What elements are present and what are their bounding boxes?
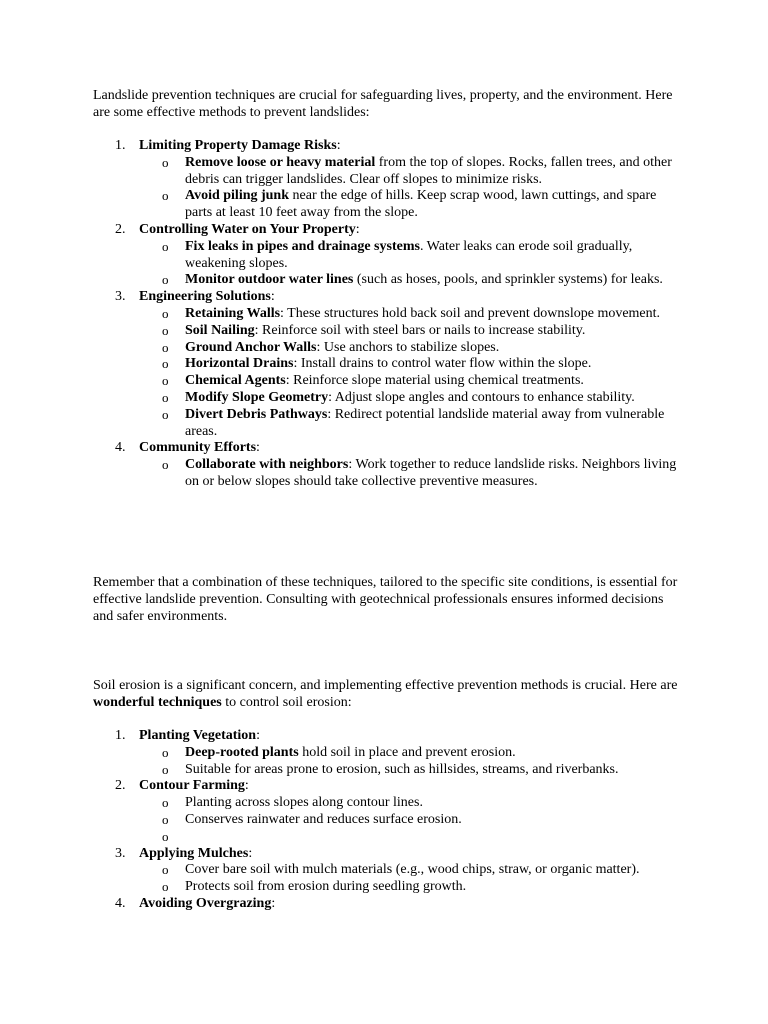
bullet-icon: o xyxy=(162,879,169,895)
item-number: 3. xyxy=(115,289,126,305)
bullet-icon: o xyxy=(162,406,169,422)
sub-list-item: o Retaining Walls: These structures hold back soil and prevent downslope movement. xyxy=(162,305,661,321)
bullet-icon: o xyxy=(162,373,169,389)
sub-list-item: o Cover bare soil with mulch materials (e.g., wood chips, straw, or organic matter). xyxy=(162,862,640,878)
item-title: Limiting Property Damage Risks xyxy=(139,138,337,153)
list-item: 3. Applying Mulches: o Cover bare soil with mulch materials (e.g., wood chips, straw, or organic matter). o Protects soil from erosion during seedling growth. xyxy=(93,846,683,896)
bullet-icon: o xyxy=(162,457,169,473)
item-title: Engineering Solutions xyxy=(139,289,271,305)
sub-list-item: o Divert Debris Pathways: Redirect potential landslide material away from vulnerable areas. xyxy=(162,406,665,439)
item-number: 4. xyxy=(115,895,126,911)
bullet-icon: o xyxy=(162,238,169,254)
sub-list xyxy=(139,745,683,779)
sub-list-item xyxy=(93,829,683,846)
erosion-intro: Soil erosion is a significant concern, and implementing effective prevention methods is crucial. Here are wonderful techniques to control soil erosion: xyxy=(93,678,678,710)
sub-list xyxy=(139,306,683,440)
sub-list-item: o Protects soil from erosion during seedling growth. xyxy=(162,879,467,895)
erosion-list xyxy=(93,728,683,913)
item-title: Community Efforts xyxy=(139,440,257,456)
sub-list-item: o Conserves rainwater and reduces surface erosion. xyxy=(162,811,462,827)
bullet-icon: o xyxy=(162,322,169,338)
bullet-icon: o xyxy=(162,305,169,321)
item-number: 2. xyxy=(115,221,126,237)
bullet-icon: o xyxy=(162,389,169,405)
item-number: 1. xyxy=(115,138,126,153)
bullet-icon: o xyxy=(162,744,169,760)
item-title: Planting Vegetation xyxy=(139,728,257,743)
item-number: 4. xyxy=(115,440,126,456)
sub-list-item: o Suitable for areas prone to erosion, such as hillsides, streams, and riverbanks. xyxy=(162,761,619,777)
sub-list-item: o Horizontal Drains: Install drains to control water flow within the slope. xyxy=(162,356,592,372)
bullet-icon: o xyxy=(162,272,169,288)
list-item: 4. Community Efforts: o Collaborate with neighbors: Work together to reduce landslide risks. Neighbors living on or below slopes should take collective preventive measures. xyxy=(93,440,683,490)
landslide-conclusion: Remember that a combination of these techniques, tailored to the specific site conditions, is essential for effective landslide prevention. Consulting with geotechnical professionals ensures informed decisions and safer environments. xyxy=(93,575,678,624)
sub-list-item: o Chemical Agents: Reinforce slope material using chemical treatments. xyxy=(162,373,584,389)
sub-list xyxy=(139,862,683,896)
sub-list-item: o Modify Slope Geometry: Adjust slope angles and contours to enhance stability. xyxy=(162,389,635,405)
list-item: 1. Planting Vegetation: o Deep-rooted plants hold soil in place and prevent erosion. o Suitable for areas prone to erosion, such as hillsides, streams, and riverbanks. xyxy=(93,728,683,778)
list-item: 4. Avoiding Overgrazing: xyxy=(115,895,276,911)
sub-list-item: o Fix leaks in pipes and drainage systems. Water leaks can erode soil gradually, weakening slopes. xyxy=(162,238,633,271)
bullet-icon: o xyxy=(162,356,169,372)
list-item: 2. Contour Farming: o Planting across slopes along contour lines. o Conserves rainwater and reduces surface erosion. o xyxy=(93,778,683,845)
sub-list-item: o Monitor outdoor water lines (such as hoses, pools, and sprinkler systems) for leaks. xyxy=(162,272,663,288)
list-item: 3. Engineering Solutions: o Retaining Walls: These structures hold back soil and prevent downslope movement. o Soil Nailing: Reinforce soil with steel bars or nails to increase stability. o Ground Anchor Walls: Use anchors to stabilize slopes. o Horizontal Drains: Install drains to control water flow within the slope. o Chemical Agents: Reinforce slope material using chemical treatments. o Modify Slope Geometry: Adjust slope angles and contours to enhance stability. o Divert Debris Pathways: Redirect potential landslide material away from vulnerable areas. xyxy=(93,289,683,440)
item-title: Contour Farming xyxy=(139,778,245,794)
sub-list-item: o Remove loose or heavy material from the top of slopes. Rocks, fallen trees, and other debris can trigger landslides. Clear off slopes to minimize risks. xyxy=(162,154,672,187)
bullet-icon: o xyxy=(162,811,169,827)
bullet-icon: o xyxy=(162,828,169,844)
bullet-icon: o xyxy=(162,761,169,777)
bullet-icon: o xyxy=(162,188,169,204)
sub-list-item: o Collaborate with neighbors: Work together to reduce landslide risks. Neighbors living on or below slopes should take collective preventive measures. xyxy=(162,457,677,489)
list-item: 2. Controlling Water on Your Property: o Fix leaks in pipes and drainage systems. Water leaks can erode soil gradually, weakening slopes. o Monitor outdoor water lines (such as hoses, pools, and sprinkler systems) for leaks. xyxy=(93,222,683,289)
sub-list-item: o Deep-rooted plants hold soil in place and prevent erosion. xyxy=(162,744,516,760)
bullet-icon: o xyxy=(162,154,169,170)
item-number: 2. xyxy=(115,778,126,794)
item-title: Controlling Water on Your Property xyxy=(139,221,356,237)
sub-list xyxy=(139,239,683,289)
sub-list xyxy=(139,155,683,222)
list-item: 1. Limiting Property Damage Risks: o Remove loose or heavy material from the top of slopes. Rocks, fallen trees, and other debris can trigger landslides. Clear off slopes to minimize risks. o Avoid piling junk near the edge of hills. Keep scrap wood, lawn cuttings, and spare parts at least 10 feet away from the slope. xyxy=(93,138,683,222)
item-number: 3. xyxy=(115,845,126,861)
landslide-list xyxy=(93,138,683,491)
sub-list-item: o Ground Anchor Walls: Use anchors to stabilize slopes. xyxy=(162,339,500,355)
item-number: 1. xyxy=(115,728,126,743)
sub-list-item: o Avoid piling junk near the edge of hills. Keep scrap wood, lawn cuttings, and spare parts at least 10 feet away from the slope. xyxy=(162,188,657,221)
item-title: Avoiding Overgrazing xyxy=(139,895,272,911)
bullet-icon: o xyxy=(162,795,169,811)
bullet-icon: o xyxy=(162,339,169,355)
item-title: Applying Mulches xyxy=(139,845,249,861)
landslide-intro: Landslide prevention techniques are crucial for safeguarding lives, property, and the environment. Here are some effective methods to prevent landslides: xyxy=(93,88,673,120)
bullet-icon: o xyxy=(162,862,169,878)
sub-list xyxy=(139,795,683,845)
sub-list-item: o Planting across slopes along contour lines. xyxy=(162,795,423,811)
sub-list-item: o Soil Nailing: Reinforce soil with steel bars or nails to increase stability. xyxy=(162,322,586,338)
sub-list xyxy=(139,457,683,491)
